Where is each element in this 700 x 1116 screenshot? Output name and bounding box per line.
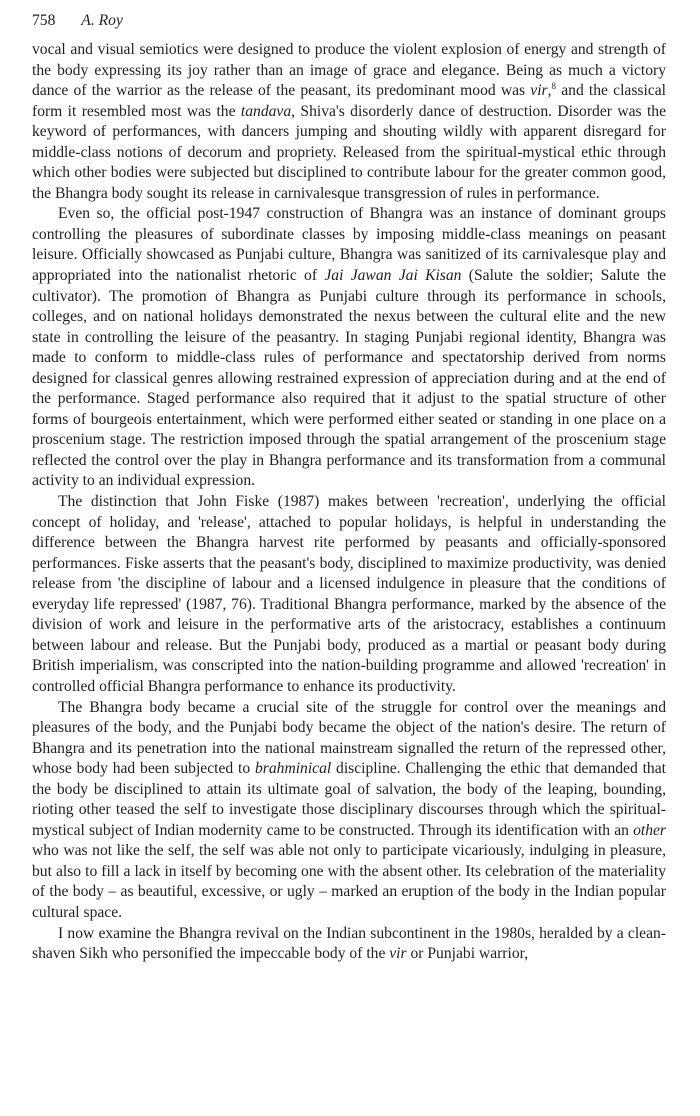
text-run: , [547,82,552,100]
paragraph-2 [32,204,666,492]
text-run: who was not like the self, the self was able not only to participate vicariously, indulging in pleasure, but also to fill a lack in itself by becoming one with the absent other. Its celebration of the materiality of the body – as beautiful, excessive, or ugly – marked an eruption of the body in the Indian popular cultural space. [32,842,666,921]
text-run: vocal and visual semiotics were designed to produce the violent explosion of energy and strength of the body expressing its joy rather than an image of grace and elegance. Being as much a victory dance of the warrior as the release of the peasant, its predominant mood was [32,41,666,100]
text-run: , Shiva's disorderly dance of destruction. Disorder was the keyword of performances, with dancers jumping and shouting wildly with apparent disregard for middle-class notions of decorum and propriety. Released from the spiritual-mystical ethic through which other bodies were subjected but disciplined to contribute labour for the greater common good, the Bhangra body sought its release in carnivalesque transgression of rules in performance. [32,102,666,202]
text-run: The Bhangra body became a crucial site of the struggle for control over the meanings and pleasures of the body, and the Punjabi body became the object of the nation's desire. The return of Bhangra and its penetration into the national mainstream signalled the return of the repressed other, whose body had been subjected to [32,698,666,778]
text-run: I now examine the Bhangra revival on the Indian subcontinent in the 1980s, heralded by a clean-shaven Sikh who personified the impeccable body of the [32,924,666,963]
text-run: discipline. Challenging the ethic that demanded that the body be disciplined to attain its ultimate goal of salvation, the body of the leaping, bounding, rioting other teased the self to investigate those disciplinary discourses through which the spiritual-mystical subject of Indian modernity came to be constructed. Through its identification with an [32,760,666,839]
text-run: and the classical form it resembled most was the [32,82,666,120]
paragraph-5 [32,924,666,965]
page-number: 758 [32,12,56,29]
italic-term-other: other [633,821,666,839]
running-head-author: A. Roy [81,12,123,29]
italic-term-brahminical: brahminical [254,760,332,778]
italic-term-vir: vir [389,945,407,963]
italic-slogan: Jai Jawan Jai Kisan [324,267,462,285]
paragraph-1 [32,40,666,204]
running-header [32,10,666,32]
text-run: or Punjabi warrior, [406,945,529,963]
text-run: The distinction that John Fiske (1987) makes between 'recreation', underlying the official concept of holiday, and 'release', attached to popular holidays, is helpful in understanding the difference between the Bhangra harvest rite performed by peasants and officially-sponsored performances. Fiske asserts that the peasant's body, disciplined to maximize productivity, was denied release from 'the discipline of labour and a licensed indulgence in pleasure that the conditions of everyday life repressed' (1987, 76). Traditional Bhangra performance, marked by the absence of the division of work and leisure in the performative arts of the aristocracy, establishes a continuum between labour and release. But the Punjabi body, produced as a martial or peasant body during British imperialism, was conscripted into the nation-building programme and allowed 'recreation' in controlled official Bhangra performance to enhance its productivity. [32,493,666,695]
italic-term-vir: vir [530,82,548,100]
text-run: (Salute the soldier; Salute the cultivator). The promotion of Bhangra as Punjabi culture through its performance in schools, colleges, and on national holidays demonstrated the nexus between the cultural elite and the new state in controlling the leisure of the peasantry. In staging Punjabi regional identity, Bhangra was made to conform to middle-class rules of performance and spectatorship derived from norms designed for classical genres allowing restrained expression of appreciation during and at the end of the performance. Staged performance also required that it adjust to the spatial structure of other forms of bourgeois entertainment, which were performed either seated or standing in one place on a proscenium stage. The restriction imposed through the spatial arrangement of the proscenium stage reflected the control over the play in Bhangra performance and its transformation from a communal activity to an individual expression. [32,267,667,490]
paragraph-3 [32,492,666,697]
page [32,10,666,965]
footnote-marker: 8 [551,80,557,91]
text-run: Even so, the official post-1947 construction of Bhangra was an instance of dominant groups controlling the pleasures of subordinate classes by imposing middle-class meanings on peasant leisure. Officially showcased as Punjabi culture, Bhangra was sanitized of its carnivalesque play and appropriated into the nationalist rhetoric of [32,205,666,285]
paragraph-4 [32,698,666,924]
italic-term-tandava: tandava [240,102,292,120]
